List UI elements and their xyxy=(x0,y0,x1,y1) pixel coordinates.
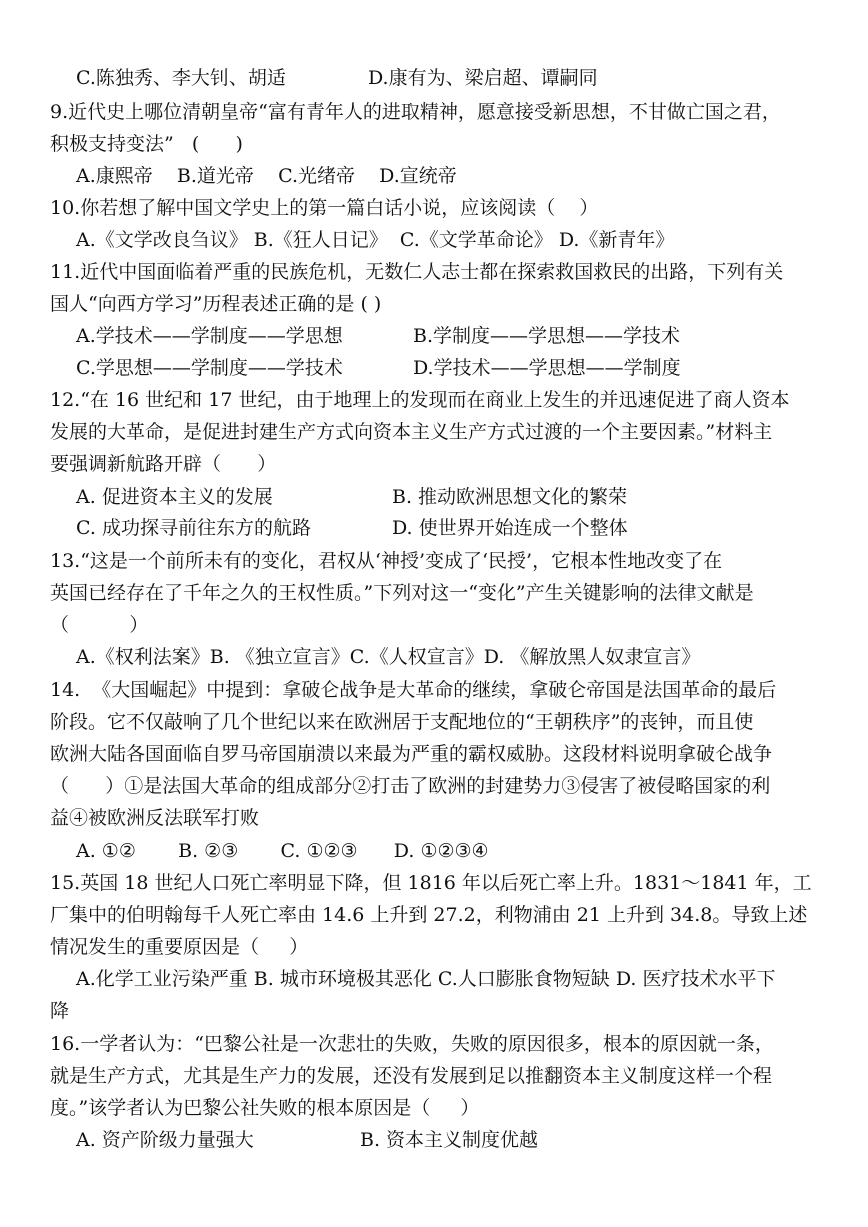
q14-stem-line3: 欧洲大陆各国面临自罗马帝国崩溃以来最为严重的霸权威胁。这段材料说明拿破仑战争 xyxy=(50,743,773,765)
q11-stem-line2: 国人“向西方学习”历程表述正确的是 ( ) xyxy=(50,293,382,315)
q12-stem-line2: 发展的大革命，是促进封建生产方式向资本主义生产方式过渡的一个主要因素。”材料主 xyxy=(50,421,773,443)
q10-stem: 10.你若想了解中国文学史上的第一篇白话小说，应该阅读（ ） xyxy=(50,197,599,219)
q8-option-c: C.陈独秀、李大钊、胡适 xyxy=(76,67,286,89)
q11-option-c: C.学思想——学制度——学技术 xyxy=(76,357,343,379)
q13-answer-blank: （ ） xyxy=(50,614,149,636)
q12-option-a: A. 促进资本主义的发展 xyxy=(76,486,273,508)
q16-option-a: A. 资产阶级力量强大 xyxy=(76,1129,254,1151)
q13-stem-line2: 英国已经存在了千年之久的王权性质。”下列对这一“变化”产生关键影响的法律文献是 xyxy=(50,582,754,604)
q12-option-c: C. 成功探寻前往东方的航路 xyxy=(76,517,311,539)
q14-stem-line4: （ ）①是法国大革命的组成部分②打击了欧洲的封建势力③侵害了被侵略国家的利 xyxy=(50,775,771,797)
q14-stem-line1: 14. 《大国崛起》中提到：拿破仑战争是大革命的继续，拿破仑帝国是法国革命的最后 xyxy=(50,679,777,701)
q16-option-b: B. 资本主义制度优越 xyxy=(360,1129,539,1151)
q14-stem-line2: 阶段。它不仅敲响了几个世纪以来在欧洲居于支配地位的“王朝秩序”的丧钟，而且使 xyxy=(50,711,754,733)
q14-stem-line5: 益④被欧洲反法联军打败 xyxy=(50,807,260,829)
q9-stem-line2: 积极支持变法” ( ) xyxy=(50,133,243,155)
q12-stem-line1: 12.“在 16 世纪和 17 世纪，由于地理上的发现而在商业上发生的并迅速促进了商人资本 xyxy=(50,389,790,411)
q16-stem-line3: 度。”该学者认为巴黎公社失败的根本原因是（ ） xyxy=(50,1097,480,1119)
q15-options: A.化学工业污染严重 B. 城市环境极其恶化 C.人口膨胀食物短缺 D. 医疗技术水平下 xyxy=(76,968,776,990)
q13-stem-line1: 13.“这是一个前所未有的变化，君权从‘神授’变成了‘民授’，它根本性地改变了在 xyxy=(50,550,723,572)
q9-options: A.康熙帝 B.道光帝 C.光绪帝 D.宣统帝 xyxy=(76,165,457,187)
q15-stem-line2: 厂集中的伯明翰每千人死亡率由 14.6 上升到 27.2，利物浦由 21 上升到 34.8。导致上述 xyxy=(50,904,808,926)
q9-stem-line1: 9.近代史上哪位清朝皇帝“富有青年人的进取精神，愿意接受新思想，不甘做亡国之君， xyxy=(50,101,781,123)
q12-option-d: D. 使世界开始连成一个整体 xyxy=(392,517,628,539)
q13-options: A.《权利法案》B. 《独立宣言》C.《人权宣言》D. 《解放黑人奴隶宣言》 xyxy=(76,646,701,668)
q11-option-a: A.学技术——学制度——学思想 xyxy=(76,325,343,347)
q12-option-b: B. 推动欧洲思想文化的繁荣 xyxy=(392,486,628,508)
q11-stem-line1: 11.近代中国面临着严重的民族危机，无数仁人志士都在探索救国救民的出路，下列有关 xyxy=(50,261,784,283)
q16-stem-line1: 16.一学者认为：“巴黎公社是一次悲壮的失败，失败的原因很多，根本的原因就一条， xyxy=(50,1033,774,1055)
q15-stem-line1: 15.英国 18 世纪人口死亡率明显下降，但 1816 年以后死亡率上升。1831～1841 年，工 xyxy=(50,872,812,894)
q12-stem-line3: 要强调新航路开辟（ ） xyxy=(50,453,277,475)
q10-options: A.《文学改良刍议》 B.《狂人日记》 C.《文学革命论》 D.《新青年》 xyxy=(76,229,675,251)
q8-option-d: D.康有为、梁启超、谭嗣同 xyxy=(368,67,598,89)
q16-stem-line2: 就是生产方式，尤其是生产力的发展，还没有发展到足以推翻资本主义制度这样一个程 xyxy=(50,1065,773,1087)
q11-option-d: D.学技术——学思想——学制度 xyxy=(413,357,681,379)
q11-option-b: B.学制度——学思想——学技术 xyxy=(413,325,681,347)
q14-options: A. ①② B. ②③ C. ①②③ D. ①②③④ xyxy=(76,840,489,862)
q15-options-wrap: 降 xyxy=(50,1000,70,1022)
q15-stem-line3: 情况发生的重要原因是（ ） xyxy=(50,936,309,958)
